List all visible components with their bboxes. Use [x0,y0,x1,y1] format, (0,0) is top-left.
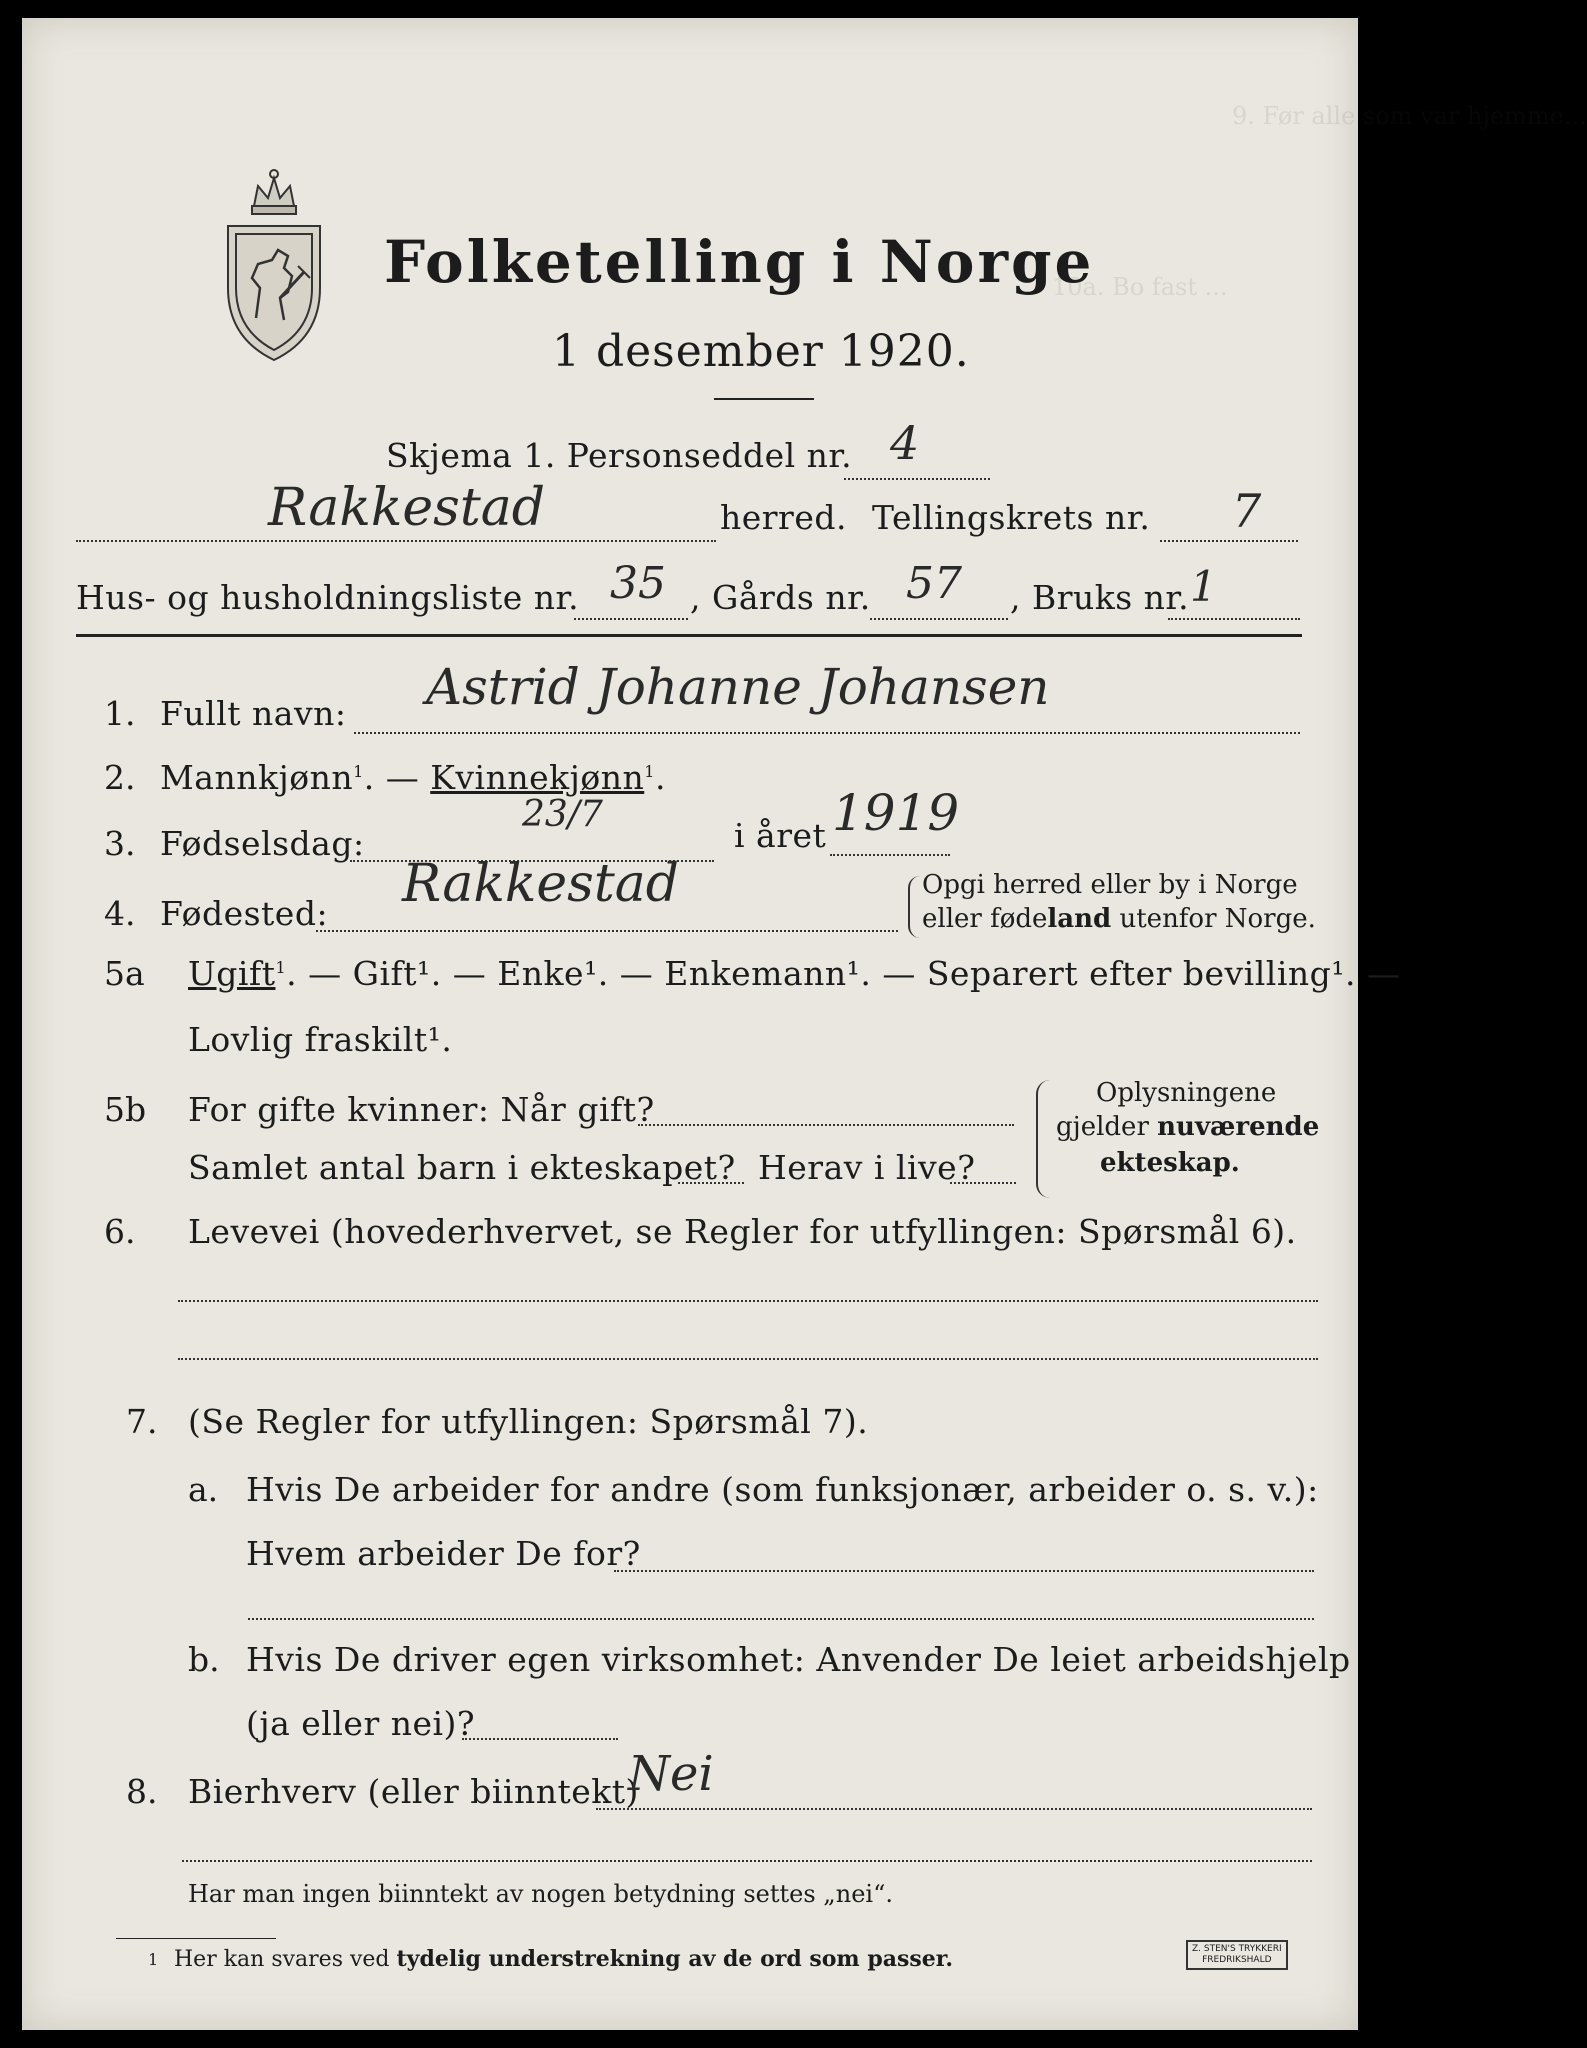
footnote-mark: 1 [148,1950,159,1969]
question-8-number: 8. [126,1772,158,1811]
hus-label: Hus- og husholdningsliste nr. [76,578,580,617]
birth-year-label: i året [734,816,827,855]
full-name-value[interactable]: Astrid Johanne Johansen [426,658,1050,716]
header-separator-rule [76,634,1302,637]
employer-field-line-2 [248,1618,1314,1620]
hus-field-line [574,618,688,620]
bleed-through-text: 10a. Bo fast ... [1052,273,1228,301]
side-income-field-line-2 [182,1860,1312,1862]
birth-year-value[interactable]: 1919 [832,784,960,842]
question-1-number: 1. [104,694,136,733]
question-5b-number: 5b [104,1090,147,1129]
question-4-number: 4. [104,894,136,933]
birthplace-note-brace [908,876,920,938]
children-count-label: Samlet antal barn i ekteskapet? [188,1148,736,1187]
bruks-field-line [1168,618,1300,620]
herred-value[interactable]: Rakkestad [268,478,546,538]
bleed-through-text: 9. Før alle som var hjemme... [1232,102,1587,130]
footnote-text: Her kan svares ved tydelig understrekning av de ord som passer. [174,1946,954,1972]
personseddel-number-value[interactable]: 4 [890,416,920,470]
norwegian-coat-of-arms-icon [218,168,330,368]
personseddel-field-line [844,478,990,480]
question-7a-letter: a. [188,1470,219,1509]
side-income-label: Bierhverv (eller biinntekt) [188,1772,639,1811]
married-when-label: For gifte kvinner: Når gift? [188,1090,655,1129]
herred-label: herred. [720,498,847,537]
census-form-page [22,18,1587,2030]
birthdate-value[interactable]: 23/7 [522,794,603,835]
side-income-field-line [596,1808,1312,1810]
married-when-field-line [638,1124,1014,1126]
birthdate-label: Fødselsdag: [160,824,365,863]
marital-status-options: Ugift$^1$. — Gift¹. — Enke¹. — Enkemann¹. — Separert efter bevilling¹. — [188,954,1401,993]
footnote-rule [116,1938,276,1939]
children-alive-field-line [950,1182,1016,1184]
employer-field-line [614,1570,1314,1572]
hired-help-label: (ja eller nei)? [246,1704,476,1743]
question-7b-letter: b. [188,1640,220,1679]
question-6-number: 6. [104,1212,136,1251]
hired-help-field-line [462,1738,618,1740]
birthplace-field-line [316,930,898,932]
question-2-number: 2. [104,758,136,797]
birthplace-label: Fødested: [160,894,329,933]
birthplace-value[interactable]: Rakkestad [402,854,680,914]
tellingskrets-value[interactable]: 7 [1232,484,1262,538]
herred-field-line [76,540,716,542]
sex-option-male[interactable]: Mannkjønn [160,758,354,797]
form-title: Folketelling i Norge [384,228,1095,296]
full-name-label: Fullt navn: [160,694,347,733]
tellingskrets-field-line [1160,540,1298,542]
full-name-field-line [354,732,1300,734]
sex-options: Mannkjønn$^1$. — Kvinnekjønn$^1$. [160,758,666,797]
bruks-label: , Bruks nr. [1010,578,1190,617]
question-3-number: 3. [104,824,136,863]
printer-stamp: Z. STEN'S TRYKKERI FREDRIKSHALD [1186,1940,1288,1970]
marriage-note-line-2: gjelder nuværende [1056,1112,1320,1142]
hus-value[interactable]: 35 [610,558,666,609]
children-count-field-line [678,1182,744,1184]
skjema-label: Skjema 1. Personseddel nr. [386,436,853,475]
side-income-value[interactable]: Nei [628,1746,714,1802]
form-subtitle: 1 desember 1920. [552,326,970,377]
birthplace-note-line-1: Opgi herred eller by i Norge [922,870,1298,900]
gards-field-line [870,618,1008,620]
title-divider [714,398,814,400]
question-7-number: 7. [126,1402,158,1441]
question-7a-line-1: Hvis De arbeider for andre (som funksjonær, arbeider o. s. v.): [246,1470,1319,1509]
marriage-note-line-3: ekteskap. [1100,1148,1240,1178]
gards-value[interactable]: 57 [906,558,962,609]
tellingskrets-label: Tellingskrets nr. [872,498,1151,537]
children-alive-label: Herav i live? [758,1148,976,1187]
marital-option-ugift[interactable]: Ugift [188,954,276,993]
marriage-note-brace [1036,1080,1052,1198]
question-7-label: (Se Regler for utfyllingen: Spørsmål 7). [188,1402,869,1441]
employer-label: Hvem arbeider De for? [246,1534,641,1573]
birth-year-field-line [830,854,950,856]
marriage-note-line-1: Oplysningene [1096,1078,1277,1108]
gards-label: , Gårds nr. [690,578,871,617]
occupation-field-line-1 [178,1300,1318,1302]
occupation-field-line-2 [178,1358,1318,1360]
occupation-label: Levevei (hovederhvervet, se Regler for utfyllingen: Spørsmål 6). [188,1212,1297,1251]
birthplace-note-line-2: eller fødeland utenfor Norge. [922,904,1316,934]
sex-option-female[interactable]: Kvinnekjønn [430,758,645,797]
bruks-value[interactable]: 1 [1190,562,1217,611]
question-7b-line-1: Hvis De driver egen virksomhet: Anvender De leiet arbeidshjelp [246,1640,1351,1679]
nei-instruction-note: Har man ingen biinntekt av nogen betydning settes „nei“. [188,1880,893,1908]
question-5a-number: 5a [104,954,145,993]
marital-option-lovlig-fraskilt[interactable]: Lovlig fraskilt¹. [188,1020,453,1059]
